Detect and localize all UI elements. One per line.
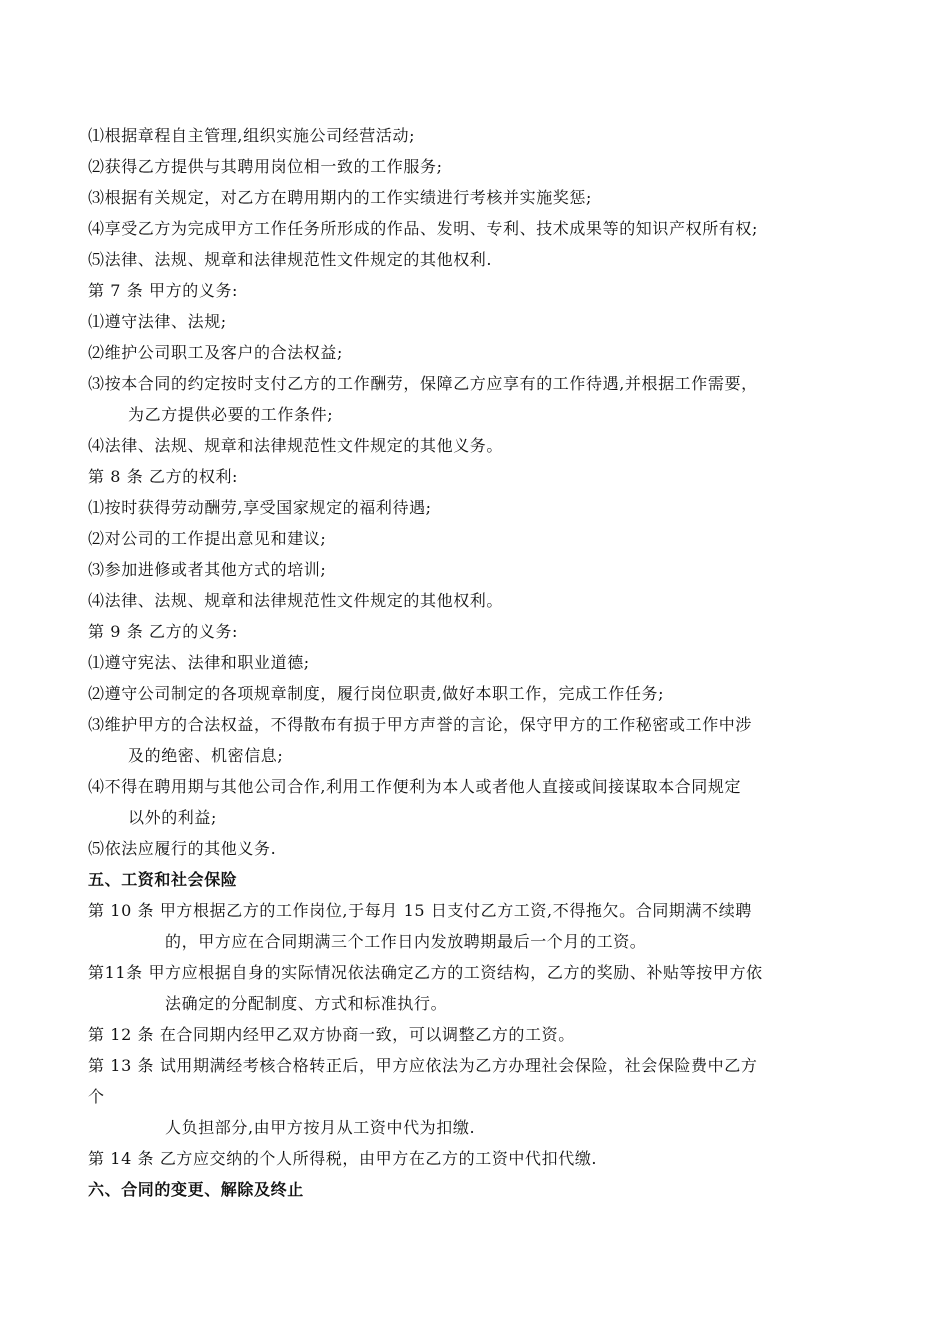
text-line: ⑴遵守法律、法规; [88,312,227,331]
text-line: ⑵遵守公司制定的各项规章制度，履行岗位职责,做好本职工作，完成工作任务; [88,684,665,703]
text-line: 法确定的分配制度、方式和标准执行。 [165,994,448,1013]
text-line: 个 [88,1087,105,1106]
article-heading: 第 8 条 乙方的权利: [88,467,239,486]
text-line: ⑸依法应履行的其他义务. [88,839,277,858]
text-line: 人负担部分,由甲方按月从工资中代为扣缴. [165,1118,476,1137]
text-line: ⑵对公司的工作提出意见和建议; [88,529,327,548]
text-line: ⑴按时获得劳动酬劳,享受国家规定的福利待遇; [88,498,432,517]
text-line: ⑶按本合同的约定按时支付乙方的工作酬劳，保障乙方应享有的工作待遇,并根据工作需要， [88,374,758,393]
text-line: ⑷法律、法规、规章和法律规范性文件规定的其他权利。 [88,591,504,610]
text-line: ⑷享受乙方为完成甲方工作任务所形成的作品、发明、专利、技术成果等的知识产权所有权; [88,219,758,238]
text-line: 第 12 条 在合同期内经甲乙双方协商一致，可以调整乙方的工资。 [88,1025,575,1044]
text-line: ⑶根据有关规定，对乙方在聘用期内的工作实绩进行考核并实施奖惩; [88,188,592,207]
text-line: ⑷不得在聘用期与其他公司合作,利用工作便利为本人或者他人直接或间接谋取本合同规定 [88,777,742,796]
text-line: ⑶维护甲方的合法权益，不得散布有损于甲方声誉的言论，保守甲方的工作秘密或工作中涉 [88,715,753,734]
article-heading: 第 7 条 甲方的义务: [88,281,239,300]
text-line: ⑷法律、法规、规章和法律规范性文件规定的其他义务。 [88,436,504,455]
article-heading: 第 9 条 乙方的义务: [88,622,239,641]
text-line: ⑸法律、法规、规章和法律规范性文件规定的其他权利. [88,250,493,269]
text-line: ⑵获得乙方提供与其聘用岗位相一致的工作服务; [88,157,443,176]
text-line: 第11条 甲方应根据自身的实际情况依法确定乙方的工资结构，乙方的奖励、补贴等按甲方依 [88,963,763,982]
text-line: ⑴遵守宪法、法律和职业道德; [88,653,310,672]
text-line: 第 10 条 甲方根据乙方的工作岗位,于每月 15 日支付乙方工资,不得拖欠。合同期满不续聘 [88,901,752,920]
text-line: 以外的利益; [128,808,217,827]
section-heading: 六、合同的变更、解除及终止 [88,1180,304,1199]
text-line: 第 13 条 试用期满经考核合格转正后，甲方应依法为乙方办理社会保险，社会保险费中乙方 [88,1056,758,1075]
text-line: 为乙方提供必要的工作条件; [128,405,334,424]
section-heading: 五、工资和社会保险 [88,870,238,889]
text-line: 及的绝密、机密信息; [128,746,284,765]
text-line: 第 14 条 乙方应交纳的个人所得税，由甲方在乙方的工资中代扣代缴. [88,1149,598,1168]
text-line: ⑵维护公司职工及客户的合法权益; [88,343,343,362]
text-line: 的，甲方应在合同期满三个工作日内发放聘期最后一个月的工资。 [165,932,647,951]
text-line: ⑶参加进修或者其他方式的培训; [88,560,327,579]
text-line: ⑴根据章程自主管理,组织实施公司经营活动; [88,126,416,145]
